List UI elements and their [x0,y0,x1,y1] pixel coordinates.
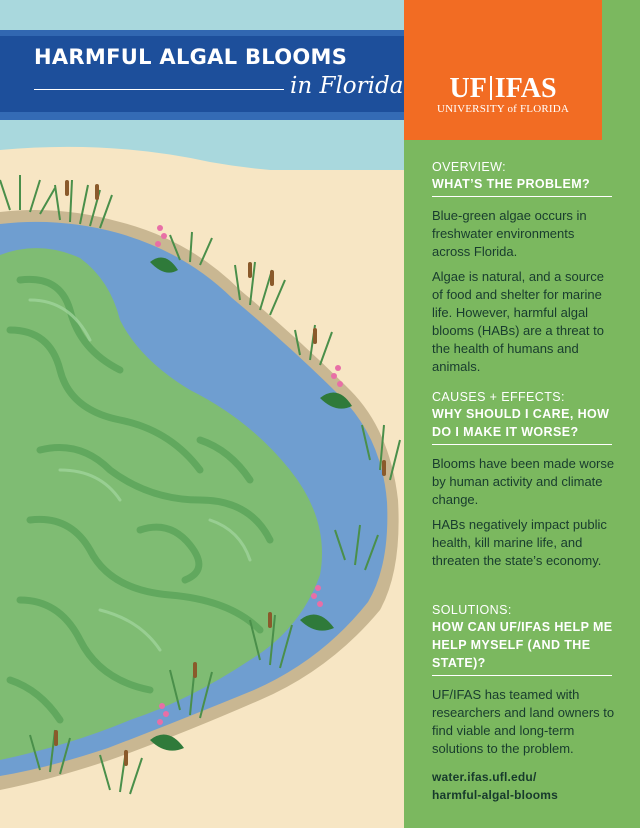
overview-label: OVERVIEW: [432,160,506,174]
logo-ifas: IFAS [494,73,557,104]
solutions-section [432,603,616,765]
banner-title: HARMFUL ALGAL BLOOMS [34,45,348,69]
divider [432,444,612,445]
causes-section [432,390,616,577]
solutions-paragraph: UF/IFAS has teamed with researchers and land owners to find viable and long-term solutions to the problem. [432,687,615,756]
banner-rule [34,89,284,90]
link-line[interactable]: water.ifas.ufl.edu/ [432,770,537,784]
logo-divider [490,76,492,100]
causes-heading: WHY SHOULD I CARE, HOW DO I MAKE IT WORSE? [432,407,610,439]
overview-section [432,160,616,383]
logo-uf: UF [449,73,487,104]
overview-heading: WHAT’S THE PROBLEM? [432,177,591,191]
link-line[interactable]: harmful-algal-blooms [432,788,559,802]
overview-paragraph: Blue-green algae occurs in freshwater environments across Florida. [432,208,587,259]
causes-paragraph: Blooms have been made worse by human activity and climate change. [432,456,615,507]
overview-paragraph: Algae is natural, and a source of food and shelter for marine life. However, harmful algal blooms (HABs) are a threat to the health of humans and animals. [432,269,604,374]
causes-paragraph: HABs negatively impact public health, kill marine life, and threaten the state’s economy. [432,517,607,568]
ufifas-logo-box [404,0,602,140]
solutions-label: SOLUTIONS: [432,603,512,617]
solutions-heading: HOW CAN UF/IFAS HELP ME HELP MYSELF (AND THE STATE)? [432,620,613,670]
website-link[interactable] [432,768,616,804]
logo-university: UNIVERSITY of FLORIDA [436,103,570,115]
banner-subtitle: in Florida [290,73,404,99]
divider [432,196,612,197]
ufifas-logo [404,73,602,105]
divider [432,675,612,676]
causes-label: CAUSES + EFFECTS: [432,390,565,404]
